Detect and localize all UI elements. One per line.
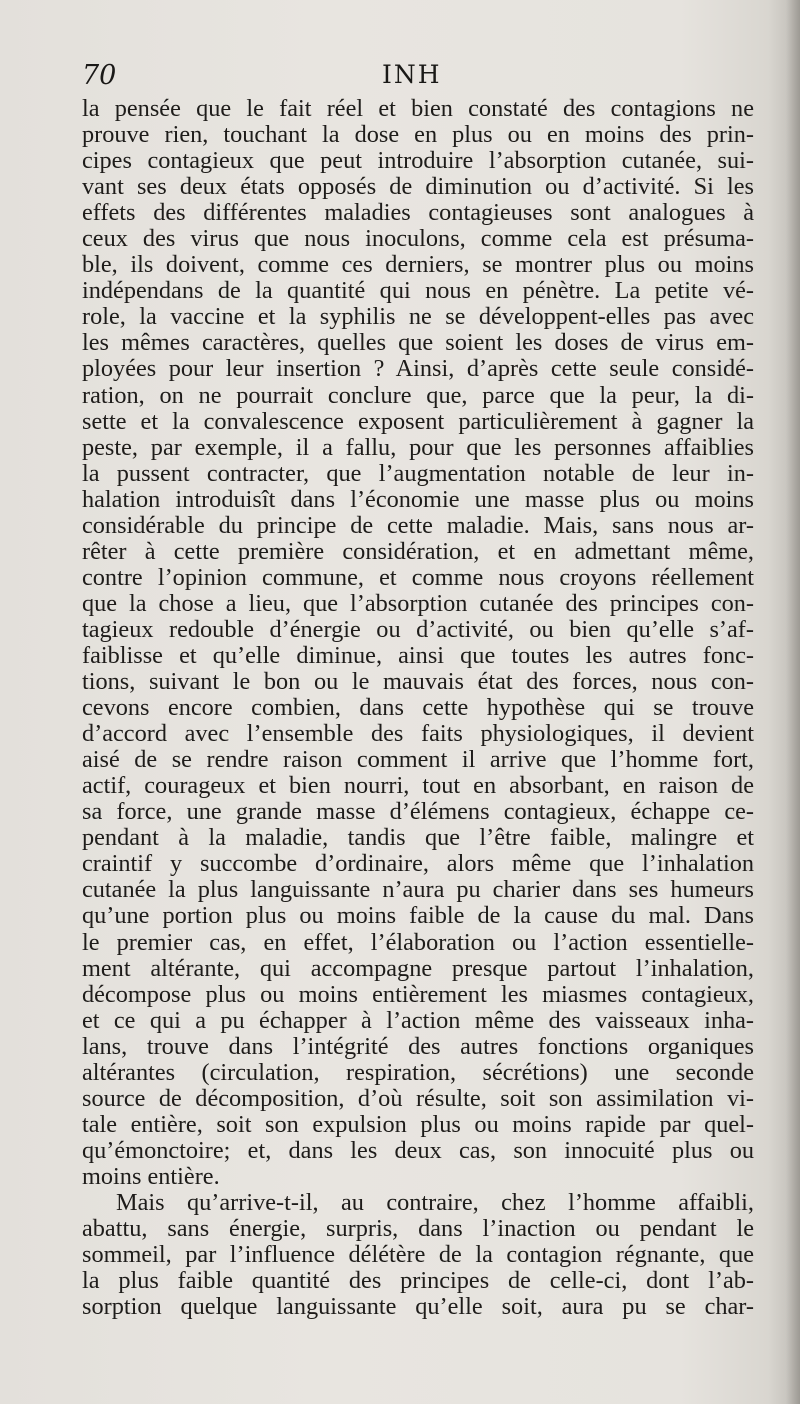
paragraph-start-line: Mais qu’arrive-t-il, au contraire, chez l’homme affaibli, bbox=[116, 1189, 754, 1216]
text-line: prouve rien, touchant la dose en plus ou en moins des prin- bbox=[82, 122, 754, 149]
text-line: faiblisse et qu’elle diminue, ainsi que toutes les autres fonc- bbox=[82, 642, 754, 669]
text-line: cevons encore combien, dans cette hypothèse qui se trouve bbox=[82, 695, 754, 722]
text-line: pendant à la maladie, tandis que l’être faible, malingre et bbox=[82, 825, 754, 852]
text-line: rêter à cette première considération, et en admettant même, bbox=[82, 538, 754, 565]
text-line: sette et la convalescence exposent particulièrement à gagner la bbox=[82, 408, 754, 435]
text-line: sorption quelque languissante qu’elle soit, aura pu se char- bbox=[82, 1294, 754, 1321]
text-line: tale entière, soit son expulsion plus ou moins rapide par quel- bbox=[82, 1111, 754, 1138]
text-line: lans, trouve dans l’intégrité des autres fonctions organiques bbox=[82, 1033, 754, 1060]
text-line: ceux des virus que nous inoculons, comme cela est présuma- bbox=[82, 226, 754, 253]
text-line: effets des différentes maladies contagieuses sont analogues à bbox=[82, 200, 754, 227]
page-edge-shadow bbox=[786, 0, 800, 1404]
body-text bbox=[82, 96, 754, 1320]
text-line: ployées pour leur insertion ? Ainsi, d’après cette seule considé- bbox=[82, 356, 754, 383]
text-line: qu’une portion plus ou moins faible de la cause du mal. Dans bbox=[82, 903, 754, 930]
text-line: et ce qui a pu échapper à l’action même des vaisseaux inha- bbox=[82, 1007, 754, 1034]
text-line: les mêmes caractères, quelles que soient les doses de virus em- bbox=[82, 330, 754, 357]
text-line: décompose plus ou moins entièrement les miasmes contagieux, bbox=[82, 981, 754, 1008]
text-line: halation introduisît dans l’économie une masse plus ou moins bbox=[82, 486, 754, 513]
text-line: la pussent contracter, que l’augmentation notable de leur in- bbox=[82, 460, 754, 487]
text-line: aisé de se rendre raison comment il arrive que l’homme fort, bbox=[82, 747, 754, 774]
paragraph-end-line: moins entière. bbox=[82, 1163, 220, 1190]
text-line: tions, suivant le bon ou le mauvais état des forces, nous con- bbox=[82, 669, 754, 696]
text-line: abattu, sans énergie, surpris, dans l’inaction ou pendant le bbox=[82, 1216, 754, 1243]
text-line: cipes contagieux que peut introduire l’absorption cutanée, sui- bbox=[82, 148, 754, 175]
running-title: INH bbox=[382, 60, 442, 89]
text-line: considérable du principe de cette maladie. Mais, sans nous ar- bbox=[82, 512, 754, 539]
text-line: cutanée la plus languissante n’aura pu charier dans ses humeurs bbox=[82, 877, 754, 904]
text-line: la plus faible quantité des principes de celle-ci, dont l’ab- bbox=[82, 1268, 754, 1295]
text-line: role, la vaccine et la syphilis ne se développent-elles pas avec bbox=[82, 304, 754, 331]
text-line: craintif y succombe d’ordinaire, alors même que l’inhalation bbox=[82, 851, 754, 878]
text-line: source de décomposition, d’où résulte, soit son assimilation vi- bbox=[82, 1085, 754, 1112]
text-line: tagieux redouble d’énergie ou d’activité, ou bien qu’elle s’af- bbox=[82, 616, 754, 643]
text-line: contre l’opinion commune, et comme nous croyons réellement bbox=[82, 564, 754, 591]
text-line: ment altérante, qui accompagne presque partout l’inhalation, bbox=[82, 955, 754, 982]
text-line: peste, par exemple, il a fallu, pour que les personnes affaiblies bbox=[82, 434, 754, 461]
text-line: qu’émonctoire; et, dans les deux cas, son innocuité plus ou bbox=[82, 1137, 754, 1164]
text-line: sa force, une grande masse d’élémens contagieux, échappe ce- bbox=[82, 799, 754, 826]
page-number: 70 bbox=[82, 60, 117, 91]
text-line: actif, courageux et bien nourri, tout en absorbant, en raison de bbox=[82, 773, 754, 800]
running-head bbox=[82, 60, 754, 100]
text-line: la pensée que le fait réel et bien constaté des contagions ne bbox=[82, 96, 754, 122]
text-line: vant ses deux états opposés de diminution ou d’activité. Si les bbox=[82, 174, 754, 201]
text-line: le premier cas, en effet, l’élaboration ou l’action essentielle- bbox=[82, 929, 754, 956]
text-line: sommeil, par l’influence délétère de la contagion régnante, que bbox=[82, 1242, 754, 1269]
text-line: ration, on ne pourrait conclure que, parce que la peur, la di- bbox=[82, 382, 754, 409]
text-line: indépendans de la quantité qui nous en pénètre. La petite vé- bbox=[82, 278, 754, 305]
text-line: que la chose a lieu, que l’absorption cutanée des principes con- bbox=[82, 590, 754, 617]
text-line: ble, ils doivent, comme ces derniers, se montrer plus ou moins bbox=[82, 252, 754, 279]
text-line: altérantes (circulation, respiration, sécrétions) une seconde bbox=[82, 1059, 754, 1086]
text-line: d’accord avec l’ensemble des faits physiologiques, il devient bbox=[82, 721, 754, 748]
